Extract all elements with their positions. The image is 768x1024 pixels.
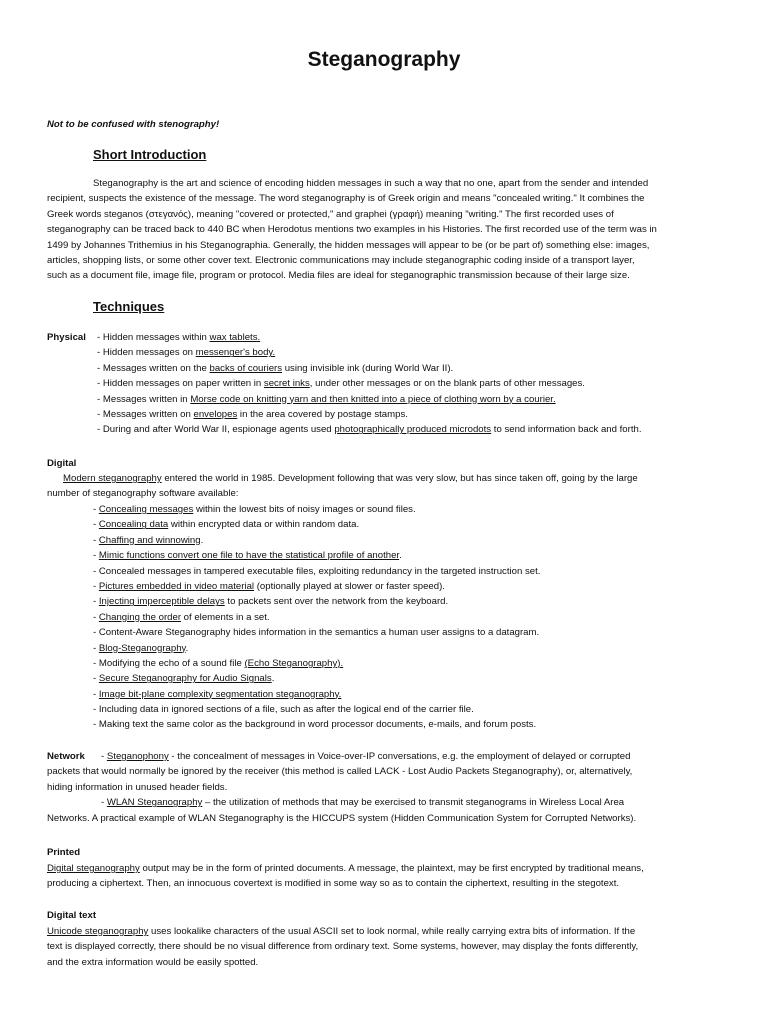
- list-item: - Messages written in Morse code on knitting yarn and then knitted into a piece of clothing worn by a courier.: [97, 393, 556, 405]
- unicode-steganography-link[interactable]: Unicode steganography: [47, 926, 149, 937]
- intro-line: 1499 by Johannes Trithemius in his Steganographia. Generally, the hidden messages will appear to be (or be part of) something else: images,: [47, 239, 650, 251]
- document-title: Steganography: [307, 48, 461, 71]
- modern-steganography-link[interactable]: Modern steganography: [63, 473, 162, 484]
- item-link[interactable]: Pictures embedded in video material: [98, 580, 255, 592]
- intro-line: recipient, suspects the existence of the message. The word steganography is of Greek origin and means "concealed writing." It combines the: [47, 193, 645, 205]
- item-link[interactable]: backs of couriers: [209, 362, 283, 374]
- network-label: Network: [47, 751, 85, 762]
- list-item: - Chaffing and winnowing.: [93, 534, 204, 546]
- item-link[interactable]: Concealing messages: [98, 504, 194, 515]
- physical-list: [97, 330, 642, 438]
- list-item: - Including data in ignored sections of a file, such as after the logical end of the carrier file.: [93, 704, 474, 716]
- item-link[interactable]: envelopes: [193, 408, 238, 420]
- list-item: - Mimic functions convert one file to have the statistical profile of another.: [93, 550, 402, 562]
- intro-line: Greek words steganos (στεγανός), meaning "covered or protected," and graphei (γραφή) meaning "writing." The first recorded uses of: [47, 208, 614, 220]
- list-item: - Concealed messages in tampered executable files, exploiting redundancy in the targeted instruction set.: [93, 565, 541, 577]
- intro-paragraph: [47, 176, 725, 284]
- list-item: - Image bit-plane complexity segmentation steganography.: [93, 688, 342, 700]
- item-link[interactable]: Secure Steganography for Audio Signals: [98, 673, 272, 685]
- list-item: - Secure Steganography for Audio Signals.: [93, 673, 275, 685]
- digital-intro: Modern steganography entered the world in 1985. Development following that was very slow, but has since taken off, going by the large number of steganography software available:: [47, 473, 638, 500]
- network-paragraph: - Steganophony - the concealment of messages in Voice-over-IP conversations, e.g. the employment of delayed or corrupted packets that would normally be ignored by the receiver (this method is called LACK - Lost Audio Packets Steganography), or, alternatively, hiding information in unused header fields. - WLAN Steganography – the utilization of methods that may be exercised to transmit steganograms in Wireless Local Area Networks. A practical example of WLAN Steganography is the HICCUPS system (Hidden Communication System for Corrupted Networks).: [47, 751, 637, 824]
- list-item: - During and after World War II, espionage agents used photographically produced microdots to send information back and forth.: [97, 424, 642, 436]
- list-item: - Hidden messages on messenger's body.: [97, 347, 276, 359]
- item-link[interactable]: Image bit-plane complexity segmentation steganography.: [98, 688, 342, 700]
- item-link[interactable]: Injecting imperceptible delays: [98, 596, 225, 608]
- list-item: - Messages written on envelopes in the area covered by postage stamps.: [97, 408, 408, 420]
- item-link[interactable]: messenger's body.: [195, 347, 276, 359]
- list-item: - Pictures embedded in video material (optionally played at slower or faster speed).: [93, 580, 445, 592]
- techniques-heading: Techniques: [93, 299, 165, 314]
- intro-line: such as a document file, image file, program or protocol. Media files are ideal for steganographic transmission because of their large size.: [47, 270, 630, 282]
- list-item: - Hidden messages on paper written in secret inks, under other messages or on the blank parts of other messages.: [97, 378, 585, 390]
- item-link[interactable]: photographically produced microdots: [334, 424, 492, 436]
- item-link[interactable]: Morse code on knitting yarn and then knitted into a piece of clothing worn by a courier.: [190, 393, 556, 405]
- physical-label: Physical: [47, 332, 86, 343]
- digital-label: Digital: [47, 458, 77, 469]
- printed-label: Printed: [47, 847, 81, 858]
- list-item: - Making text the same color as the background in word processor documents, e-mails, and forum posts.: [93, 719, 537, 731]
- item-link[interactable]: (Echo Steganography).: [244, 657, 344, 669]
- list-item: - Messages written on the backs of couriers using invisible ink (during World War II).: [97, 362, 454, 374]
- printed-paragraph: Digital steganography output may be in the form of printed documents. A message, the plaintext, may be first encrypted by traditional means, producing a ciphertext. Then, an innocuous covertext is modified in some way so as to contain the ciphertext, resulting in the stegotext.: [47, 863, 644, 890]
- list-item: - Hidden messages within wax tablets.: [97, 332, 261, 343]
- digital-text-paragraph: Unicode steganography uses lookalike characters of the usual ASCII set to look normal, while really carrying extra bits of information. If the text is displayed correctly, there should be no visual difference from ordinary text. Some systems, however, may display the fonts differently, and the extra information would be easily spotted.: [47, 926, 639, 968]
- item-link[interactable]: wax tablets.: [209, 332, 261, 343]
- item-link[interactable]: secret inks: [263, 378, 310, 390]
- list-item: - Concealing data within encrypted data or within random data.: [93, 519, 360, 531]
- disambiguation-note: Not to be confused with stenography!: [47, 119, 220, 130]
- list-item: - Injecting imperceptible delays to packets sent over the network from the keyboard.: [93, 596, 449, 608]
- item-link[interactable]: Changing the order: [98, 611, 182, 623]
- intro-line: articles, shopping lists, or some other cover text. Electronic communications may include steganographic coding inside of a transport layer,: [47, 255, 635, 267]
- intro-line: steganography can be traced back to 440 BC when Herodotus mentions two examples in his Histories. The first recorded use of the term was in: [47, 224, 657, 236]
- intro-line: Steganography is the art and science of encoding hidden messages in such a way that no one, apart from the sender and intended: [93, 178, 649, 189]
- list-item: - Blog-Steganography.: [93, 642, 189, 654]
- digital-list: [93, 502, 540, 733]
- wlan-steganography-link[interactable]: WLAN Steganography: [106, 797, 203, 809]
- item-link[interactable]: Blog-Steganography: [98, 642, 186, 654]
- steganophony-link[interactable]: Steganophony: [106, 751, 169, 762]
- item-link[interactable]: Mimic functions convert one file to have the statistical profile of another: [98, 550, 400, 562]
- digital-steganography-link[interactable]: Digital steganography: [47, 863, 140, 874]
- intro-heading: Short Introduction: [93, 147, 207, 162]
- list-item: - Concealing messages within the lowest bits of noisy images or sound files.: [93, 504, 416, 515]
- digital-text-label: Digital text: [47, 910, 97, 921]
- list-item: - Changing the order of elements in a set.: [93, 611, 270, 623]
- item-link[interactable]: Concealing data: [98, 519, 169, 531]
- item-link[interactable]: Chaffing and winnowing: [98, 534, 201, 546]
- list-item: - Modifying the echo of a sound file (Echo Steganography).: [93, 657, 344, 669]
- list-item: - Content-Aware Steganography hides information in the semantics a human user assigns to a datagram.: [93, 627, 540, 639]
